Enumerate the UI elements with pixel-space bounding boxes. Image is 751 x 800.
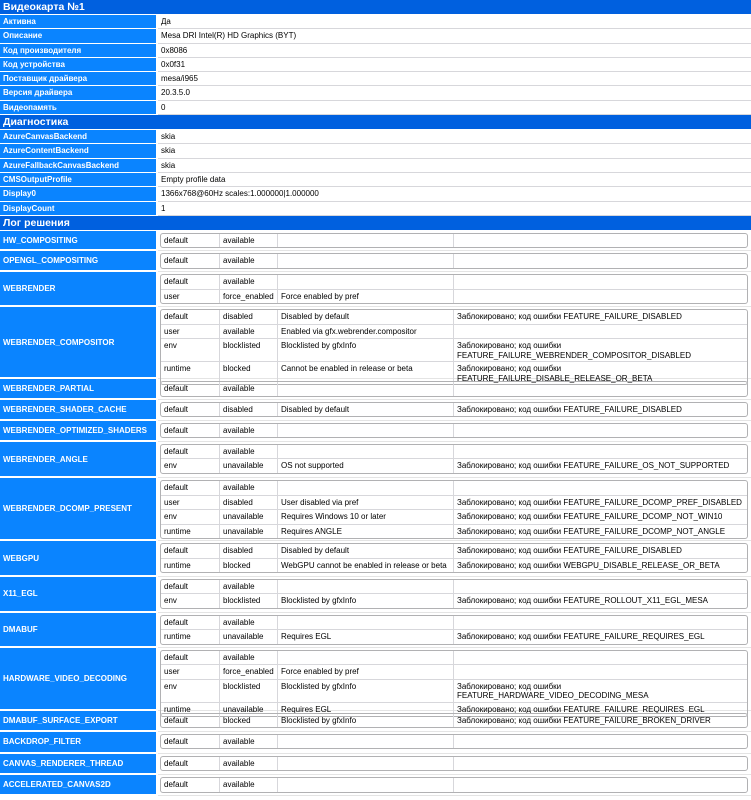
log-message: Requires Windows 10 or later <box>277 510 453 524</box>
log-status: blocked <box>219 362 277 384</box>
feature-row <box>0 307 751 383</box>
decision-log-section-title: Лог решения <box>0 216 751 231</box>
log-stage: env <box>164 681 177 691</box>
feature-log-table <box>160 756 748 772</box>
log-stage: default <box>164 736 189 746</box>
log-entry <box>161 580 747 594</box>
log-failure <box>453 234 747 248</box>
log-stage: default <box>164 758 189 768</box>
log-status: available <box>219 382 277 396</box>
gpu-value: mesa/i965 <box>158 72 751 86</box>
log-stage: runtime <box>164 704 191 714</box>
diagnostics-row <box>0 144 751 158</box>
diagnostics-value: skia <box>158 130 751 144</box>
log-entry <box>161 714 747 728</box>
log-stage: default <box>164 256 189 266</box>
log-message <box>277 616 453 630</box>
feature-log-table <box>160 274 748 304</box>
log-failure <box>453 580 747 594</box>
diagnostics-value: 1 <box>158 202 751 216</box>
log-failure: Заблокировано; код ошибки FEATURE_FAILURE_DISABLE_RELEASE_OR_BETA <box>453 362 747 384</box>
feature-row <box>0 400 751 421</box>
log-entry <box>161 558 747 573</box>
log-failure <box>453 382 747 396</box>
log-failure: Заблокировано; код ошибки FEATURE_FAILURE_REQUIRES_EGL <box>453 630 747 644</box>
log-message <box>277 424 453 438</box>
log-message: Enabled via gfx.webrender.compositor <box>277 325 453 339</box>
gpu-row <box>0 101 751 115</box>
feature-name: WEBRENDER_SHADER_CACHE <box>0 400 158 421</box>
log-message: Blocklisted by gfxInfo <box>277 714 453 728</box>
feature-log-table <box>160 615 748 645</box>
log-failure: Заблокировано; код ошибки FEATURE_FAILURE_BROKEN_DRIVER <box>453 714 747 728</box>
gpu-key: Код производителя <box>0 44 158 58</box>
log-message <box>277 580 453 594</box>
gpu-value: 0 <box>158 101 751 115</box>
log-entry <box>161 310 747 324</box>
log-failure <box>453 757 747 771</box>
log-failure <box>453 735 747 749</box>
log-entry <box>161 524 747 539</box>
feature-row <box>0 272 751 307</box>
feature-log <box>158 307 751 383</box>
log-status: unavailable <box>219 459 277 473</box>
log-stage: default <box>164 617 189 627</box>
feature-log-table <box>160 777 748 793</box>
log-stage: runtime <box>164 526 191 536</box>
log-status: available <box>219 325 277 339</box>
feature-name: CANVAS_RENDERER_THREAD <box>0 754 158 776</box>
feature-log <box>158 775 751 796</box>
gpu-row <box>0 72 751 86</box>
log-failure <box>453 445 747 459</box>
feature-row <box>0 478 751 541</box>
log-message: WebGPU cannot be enabled in release or beta <box>277 559 453 573</box>
diagnostics-row <box>0 130 751 144</box>
log-stage: default <box>164 483 189 493</box>
log-stage: user <box>164 667 180 677</box>
diagnostics-row <box>0 173 751 187</box>
feature-log <box>158 577 751 613</box>
gpu-row <box>0 29 751 43</box>
feature-log <box>158 711 751 732</box>
feature-log-table <box>160 381 748 397</box>
feature-log-table <box>160 650 748 718</box>
log-failure: Заблокировано; код ошибки FEATURE_FAILURE_DISABLED <box>453 310 747 324</box>
log-entry <box>161 338 747 361</box>
feature-row <box>0 711 751 732</box>
log-failure: Заблокировано; код ошибки FEATURE_FAILURE_OS_NOT_SUPPORTED <box>453 459 747 473</box>
gpu-key: Видеопамять <box>0 101 158 115</box>
log-status: available <box>219 445 277 459</box>
log-message <box>277 234 453 248</box>
gpu-row <box>0 58 751 72</box>
feature-name: WEBRENDER_ANGLE <box>0 442 158 479</box>
log-entry <box>161 544 747 558</box>
log-status: blocklisted <box>219 680 277 702</box>
log-stage: runtime <box>164 364 191 374</box>
gpu-key: Код устройства <box>0 58 158 72</box>
log-status: available <box>219 580 277 594</box>
log-entry <box>161 679 747 702</box>
log-stage: default <box>164 581 189 591</box>
feature-log-table <box>160 579 748 609</box>
log-message: Blocklisted by gfxInfo <box>277 339 453 361</box>
gpu-key: Версия драйвера <box>0 86 158 100</box>
log-failure: Заблокировано; код ошибки WEBGPU_DISABLE_RELEASE_OR_BETA <box>453 559 747 573</box>
log-failure <box>453 651 747 665</box>
log-failure <box>453 290 747 304</box>
diagnostics-row <box>0 202 751 216</box>
decision-log-table <box>0 231 751 797</box>
feature-name: ACCELERATED_CANVAS2D <box>0 775 158 796</box>
log-status: disabled <box>219 544 277 558</box>
log-status: available <box>219 275 277 289</box>
log-entry <box>161 629 747 644</box>
log-failure <box>453 254 747 268</box>
log-message: User disabled via pref <box>277 496 453 510</box>
log-failure: Заблокировано; код ошибки FEATURE_FAILURE_WEBRENDER_COMPOSITOR_DISABLED <box>453 339 747 361</box>
diagnostics-value: 1366x768@60Hz scales:1.000000|1.000000 <box>158 187 751 201</box>
feature-name: OPENGL_COMPOSITING <box>0 251 158 272</box>
log-stage: user <box>164 291 180 301</box>
feature-name: WEBGPU <box>0 541 158 577</box>
gpu-value: 20.3.5.0 <box>158 86 751 100</box>
gpu-row <box>0 86 751 100</box>
feature-log <box>158 231 751 252</box>
log-stage: env <box>164 341 177 351</box>
log-entry <box>161 509 747 524</box>
log-status: unavailable <box>219 510 277 524</box>
feature-row <box>0 421 751 442</box>
gpu-key: Описание <box>0 29 158 43</box>
feature-log-table <box>160 309 748 385</box>
gpu-value: Да <box>158 15 751 29</box>
gpu-row <box>0 15 751 29</box>
feature-log <box>158 613 751 648</box>
feature-log-table <box>160 480 748 539</box>
log-stage: default <box>164 384 189 394</box>
feature-name: BACKDROP_FILTER <box>0 732 158 754</box>
log-message: Requires EGL <box>277 703 453 717</box>
diagnostics-value: skia <box>158 144 751 158</box>
feature-log-table <box>160 402 748 418</box>
feature-name: X11_EGL <box>0 577 158 613</box>
feature-log-table <box>160 734 748 750</box>
feature-row <box>0 754 751 776</box>
log-message <box>277 735 453 749</box>
log-status: available <box>219 757 277 771</box>
log-status: blocked <box>219 559 277 573</box>
log-stage: default <box>164 446 189 456</box>
log-status: available <box>219 735 277 749</box>
log-failure: Заблокировано; код ошибки FEATURE_HARDWARE_VIDEO_DECODING_MESA <box>453 680 747 702</box>
log-entry <box>161 324 747 339</box>
diagnostics-key: AzureCanvasBackend <box>0 130 158 144</box>
feature-row <box>0 541 751 577</box>
feature-log-table <box>160 543 748 573</box>
feature-name: DMABUF_SURFACE_EXPORT <box>0 711 158 732</box>
log-message: Disabled by default <box>277 403 453 417</box>
log-status: unavailable <box>219 525 277 539</box>
log-entry <box>161 757 747 771</box>
log-message <box>277 445 453 459</box>
log-failure <box>453 275 747 289</box>
gpu-key: Активна <box>0 15 158 29</box>
log-message: Force enabled by pref <box>277 665 453 679</box>
log-entry <box>161 254 747 268</box>
feature-row <box>0 442 751 479</box>
feature-log <box>158 272 751 307</box>
log-message: Blocklisted by gfxInfo <box>277 680 453 702</box>
log-status: unavailable <box>219 630 277 644</box>
feature-log-table <box>160 233 748 249</box>
log-status: available <box>219 234 277 248</box>
feature-name: WEBRENDER <box>0 272 158 307</box>
feature-row <box>0 648 751 714</box>
gpu-value: 0x0f31 <box>158 58 751 72</box>
log-status: blocklisted <box>219 339 277 361</box>
log-stage: default <box>164 652 189 662</box>
feature-log-table <box>160 253 748 269</box>
feature-log <box>158 541 751 577</box>
diagnostics-section-title: Диагностика <box>0 115 751 130</box>
log-status: available <box>219 651 277 665</box>
gpu-key: Поставщик драйвера <box>0 72 158 86</box>
log-status: blocklisted <box>219 594 277 608</box>
log-entry <box>161 481 747 495</box>
feature-log-table <box>160 423 748 439</box>
log-status: force_enabled <box>219 665 277 679</box>
log-failure: Заблокировано; код ошибки FEATURE_FAILURE_DCOMP_NOT_WIN10 <box>453 510 747 524</box>
diagnostics-value: Empty profile data <box>158 173 751 187</box>
feature-name: WEBRENDER_PARTIAL <box>0 379 158 400</box>
log-message <box>277 275 453 289</box>
diagnostics-key: AzureFallbackCanvasBackend <box>0 159 158 173</box>
log-entry <box>161 495 747 510</box>
log-status: available <box>219 481 277 495</box>
feature-log <box>158 754 751 776</box>
feature-log <box>158 400 751 421</box>
log-entry <box>161 778 747 792</box>
diagnostics-key: DisplayCount <box>0 202 158 216</box>
diagnostics-value: skia <box>158 159 751 173</box>
feature-name: WEBRENDER_COMPOSITOR <box>0 307 158 379</box>
feature-log <box>158 478 751 541</box>
log-message: Disabled by default <box>277 544 453 558</box>
diagnostics-key: CMSOutputProfile <box>0 173 158 187</box>
log-status: available <box>219 254 277 268</box>
log-stage: env <box>164 596 177 606</box>
log-stage: default <box>164 277 189 287</box>
feature-name: DMABUF <box>0 613 158 648</box>
log-failure <box>453 778 747 792</box>
log-stage: runtime <box>164 632 191 642</box>
log-stage: default <box>164 235 189 245</box>
log-failure <box>453 665 747 679</box>
log-entry <box>161 735 747 749</box>
feature-row <box>0 613 751 648</box>
log-stage: user <box>164 326 180 336</box>
log-message: Blocklisted by gfxInfo <box>277 594 453 608</box>
log-message <box>277 757 453 771</box>
log-stage: default <box>164 715 189 725</box>
feature-log <box>158 442 751 479</box>
feature-log <box>158 732 751 754</box>
log-message <box>277 254 453 268</box>
log-failure <box>453 616 747 630</box>
log-message <box>277 651 453 665</box>
log-entry <box>161 403 747 417</box>
feature-log-table <box>160 713 748 729</box>
log-failure: Заблокировано; код ошибки FEATURE_FAILURE_DISABLED <box>453 544 747 558</box>
feature-row <box>0 577 751 613</box>
feature-log <box>158 251 751 272</box>
log-status: disabled <box>219 310 277 324</box>
log-failure <box>453 325 747 339</box>
feature-row <box>0 379 751 400</box>
log-message <box>277 382 453 396</box>
log-status: disabled <box>219 403 277 417</box>
log-entry <box>161 275 747 289</box>
log-stage: default <box>164 780 189 790</box>
feature-row <box>0 251 751 272</box>
gpu-table <box>0 15 751 115</box>
log-failure <box>453 481 747 495</box>
log-stage: default <box>164 546 189 556</box>
log-message: Requires ANGLE <box>277 525 453 539</box>
log-entry <box>161 593 747 608</box>
log-entry <box>161 445 747 459</box>
log-message <box>277 481 453 495</box>
log-stage: env <box>164 461 177 471</box>
log-failure: Заблокировано; код ошибки FEATURE_FAILURE_DISABLED <box>453 403 747 417</box>
gpu-section-title: Видеокарта №1 <box>0 0 751 15</box>
feature-name: WEBRENDER_DCOMP_PRESENT <box>0 478 158 541</box>
feature-name: WEBRENDER_OPTIMIZED_SHADERS <box>0 421 158 442</box>
log-stage: default <box>164 404 189 414</box>
diagnostics-key: Display0 <box>0 187 158 201</box>
log-entry <box>161 424 747 438</box>
log-status: unavailable <box>219 703 277 717</box>
gpu-row <box>0 44 751 58</box>
log-failure: Заблокировано; код ошибки FEATURE_ROLLOUT_X11_EGL_MESA <box>453 594 747 608</box>
log-entry <box>161 616 747 630</box>
log-message: Requires EGL <box>277 630 453 644</box>
log-failure: Заблокировано; код ошибки FEATURE_FAILURE_REQUIRES_EGL <box>453 703 747 717</box>
log-failure <box>453 424 747 438</box>
feature-log <box>158 421 751 442</box>
log-stage: env <box>164 512 177 522</box>
feature-row <box>0 231 751 252</box>
log-status: available <box>219 778 277 792</box>
log-entry <box>161 289 747 304</box>
log-stage: runtime <box>164 560 191 570</box>
log-stage: default <box>164 425 189 435</box>
gpu-value: Mesa DRI Intel(R) HD Graphics (BYT) <box>158 29 751 43</box>
log-entry <box>161 651 747 665</box>
diagnostics-table <box>0 130 751 216</box>
feature-name: HW_COMPOSITING <box>0 231 158 252</box>
diagnostics-key: AzureContentBackend <box>0 144 158 158</box>
feature-log <box>158 379 751 400</box>
log-message: Disabled by default <box>277 310 453 324</box>
feature-row <box>0 775 751 796</box>
log-message: Cannot be enabled in release or beta <box>277 362 453 384</box>
log-message: OS not supported <box>277 459 453 473</box>
log-status: available <box>219 616 277 630</box>
log-message <box>277 778 453 792</box>
log-entry <box>161 664 747 679</box>
gpu-value: 0x8086 <box>158 44 751 58</box>
diagnostics-row <box>0 187 751 201</box>
log-entry <box>161 458 747 473</box>
diagnostics-row <box>0 159 751 173</box>
log-entry <box>161 382 747 396</box>
log-failure: Заблокировано; код ошибки FEATURE_FAILURE_DCOMP_PREF_DISABLED <box>453 496 747 510</box>
feature-log <box>158 648 751 714</box>
log-stage: user <box>164 497 180 507</box>
log-status: force_enabled <box>219 290 277 304</box>
log-status: disabled <box>219 496 277 510</box>
log-entry <box>161 234 747 248</box>
feature-row <box>0 732 751 754</box>
log-status: blocked <box>219 714 277 728</box>
log-failure: Заблокировано; код ошибки FEATURE_FAILURE_DCOMP_NOT_ANGLE <box>453 525 747 539</box>
feature-name: HARDWARE_VIDEO_DECODING <box>0 648 158 711</box>
log-stage: default <box>164 312 189 322</box>
feature-log-table <box>160 444 748 474</box>
log-message: Force enabled by pref <box>277 290 453 304</box>
log-status: available <box>219 424 277 438</box>
